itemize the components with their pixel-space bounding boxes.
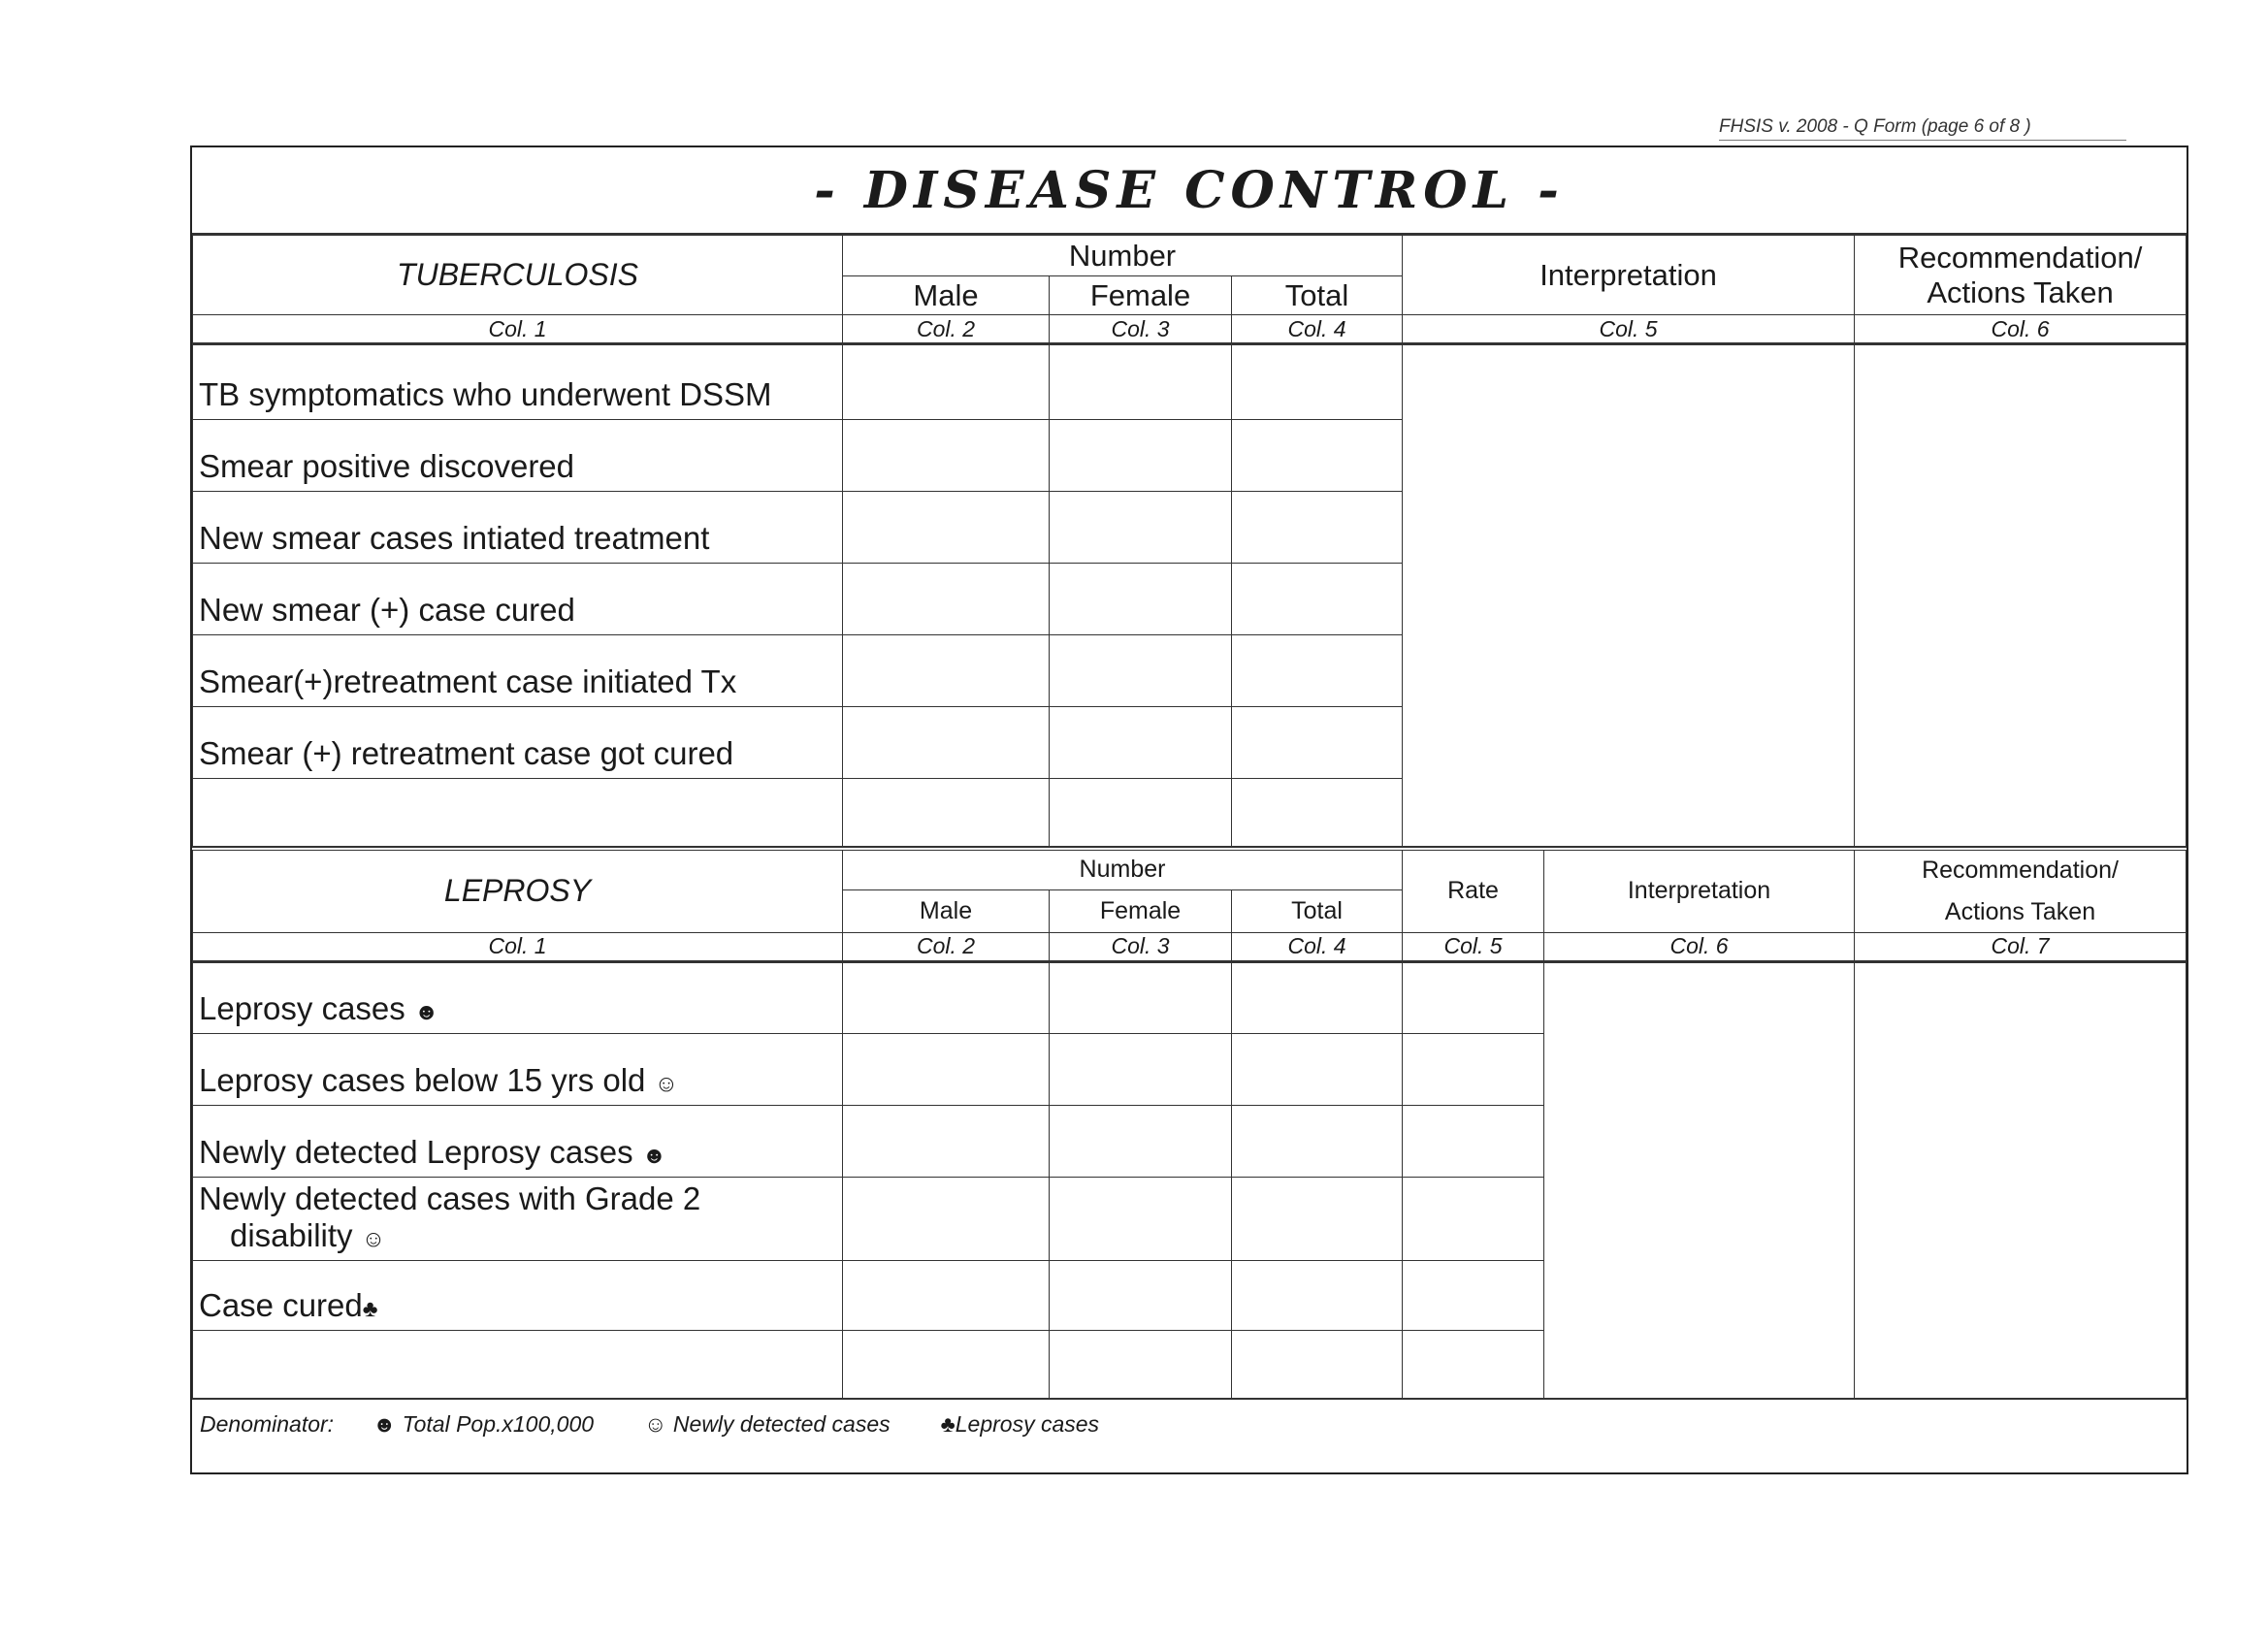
tb-total-cell[interactable] [1232,564,1403,635]
leprosy-row-label [193,1177,843,1260]
leprosy-rate-cell[interactable] [1403,1330,1544,1398]
leprosy-total-cell[interactable] [1232,1260,1403,1330]
denominator-leprosy-cases: ♣Leprosy cases [940,1411,1100,1437]
leprosy-col-label: Col. 5 [1403,932,1544,961]
club-icon: ♣ [362,1295,378,1322]
leprosy-col-label: Col. 2 [843,932,1050,961]
smiley-outline-icon: ☺ [361,1225,386,1252]
leprosy-male-cell[interactable] [843,1105,1050,1177]
leprosy-rate-heading: Rate [1403,849,1544,932]
tb-male-cell[interactable] [843,420,1050,492]
tb-total-heading: Total [1232,276,1403,315]
leprosy-row-label [193,1260,843,1330]
tb-row-label [193,779,843,847]
tb-recommendation-heading [1855,236,2187,315]
leprosy-col-label: Col. 1 [193,932,843,961]
leprosy-row-text-continued [199,1217,842,1254]
tb-male-cell[interactable] [843,564,1050,635]
leprosy-recommendation-cell[interactable] [1855,961,2187,1398]
tb-total-cell[interactable] [1232,420,1403,492]
denominator-newly-detected: ☺ Newly detected cases [644,1411,891,1437]
tb-female-cell[interactable] [1050,707,1232,779]
leprosy-recommendation-line1: Recommendation/ [1922,856,2119,884]
tb-row-label: TB symptomatics who underwent DSSM [193,344,843,420]
leprosy-male-cell[interactable] [843,961,1050,1033]
tb-male-cell[interactable] [843,707,1050,779]
leprosy-total-cell[interactable] [1232,1033,1403,1105]
tb-row-label: Smear positive discovered [193,420,843,492]
tb-recommendation-line2: Actions Taken [1927,275,2114,309]
leprosy-rate-cell[interactable] [1403,1033,1544,1105]
leprosy-row-text: Newly detected Leprosy cases [199,1133,633,1170]
tb-female-cell[interactable] [1050,635,1232,707]
leprosy-section-heading: LEPROSY [193,849,843,932]
leprosy-row-text: Leprosy cases below 15 yrs old [199,1061,646,1098]
smiley-filled-icon: ☻ [413,998,439,1025]
tb-male-cell[interactable] [843,492,1050,564]
leprosy-row-text-line2: disability [230,1216,353,1253]
leprosy-rate-cell[interactable] [1403,1105,1544,1177]
tb-recommendation-cell[interactable] [1855,344,2187,847]
table-row [193,344,2187,420]
page-title: - DISEASE CONTROL - [814,160,1565,220]
smiley-outline-icon: ☺ [654,1070,679,1097]
leprosy-rate-cell[interactable] [1403,1177,1544,1260]
tb-female-cell[interactable] [1050,779,1232,847]
tb-col-label: Col. 6 [1855,315,2187,344]
tb-row-label: Smear (+) retreatment case got cured [193,707,843,779]
leprosy-male-cell[interactable] [843,1177,1050,1260]
leprosy-total-cell[interactable] [1232,961,1403,1033]
tb-male-cell[interactable] [843,779,1050,847]
tb-interpretation-cell[interactable] [1403,344,1855,847]
form-version-note: FHSIS v. 2008 - Q Form (page 6 of 8 ) [1719,116,2126,141]
leprosy-row-label [193,1105,843,1177]
leprosy-male-heading: Male [843,889,1050,932]
tb-col-label: Col. 1 [193,315,843,344]
leprosy-row-label [193,1033,843,1105]
tb-col-label: Col. 5 [1403,315,1855,344]
leprosy-col-label: Col. 6 [1544,932,1855,961]
title-row [192,147,2187,235]
leprosy-female-heading: Female [1050,889,1232,932]
tb-male-cell[interactable] [843,344,1050,420]
leprosy-total-cell[interactable] [1232,1330,1403,1398]
tb-female-cell[interactable] [1050,344,1232,420]
tb-total-cell[interactable] [1232,492,1403,564]
smiley-filled-icon: ☻ [641,1142,666,1169]
tuberculosis-table [192,235,2187,847]
tb-col-label: Col. 4 [1232,315,1403,344]
tb-male-heading: Male [843,276,1050,315]
denominator-legend [192,1399,2187,1450]
tb-total-cell[interactable] [1232,779,1403,847]
denominator-total-pop: ☻ Total Pop.x100,000 [373,1411,595,1437]
tb-row-label: New smear cases intiated treatment [193,492,843,564]
leprosy-interpretation-cell[interactable] [1544,961,1855,1398]
tb-total-cell[interactable] [1232,707,1403,779]
tb-row-label: New smear (+) case cured [193,564,843,635]
leprosy-interpretation-heading: Interpretation [1544,849,1855,932]
tb-total-cell[interactable] [1232,344,1403,420]
tb-col-label: Col. 2 [843,315,1050,344]
leprosy-col-label: Col. 3 [1050,932,1232,961]
disease-control-form [190,146,2188,1474]
tb-col-label: Col. 3 [1050,315,1232,344]
leprosy-male-cell[interactable] [843,1330,1050,1398]
leprosy-row-label [193,1330,843,1398]
tb-row-label: Smear(+)retreatment case initiated Tx [193,635,843,707]
leprosy-col-label: Col. 7 [1855,932,2187,961]
tb-female-cell[interactable] [1050,420,1232,492]
leprosy-female-cell[interactable] [1050,1177,1232,1260]
leprosy-female-cell[interactable] [1050,1105,1232,1177]
tb-male-cell[interactable] [843,635,1050,707]
tb-female-cell[interactable] [1050,564,1232,635]
table-row [193,961,2187,1033]
tb-interpretation-heading: Interpretation [1403,236,1855,315]
tb-number-heading: Number [843,236,1403,276]
leprosy-number-heading: Number [843,849,1403,889]
leprosy-rate-cell[interactable] [1403,1260,1544,1330]
tb-female-cell[interactable] [1050,492,1232,564]
denominator-label: Denominator: [200,1411,335,1437]
leprosy-female-cell[interactable] [1050,1033,1232,1105]
leprosy-male-cell[interactable] [843,1033,1050,1105]
leprosy-col-label: Col. 4 [1232,932,1403,961]
leprosy-row-label [193,961,843,1033]
leprosy-total-cell[interactable] [1232,1177,1403,1260]
leprosy-female-cell[interactable] [1050,1260,1232,1330]
leprosy-female-cell[interactable] [1050,1330,1232,1398]
tb-section-heading: TUBERCULOSIS [193,236,843,315]
tb-total-cell[interactable] [1232,635,1403,707]
leprosy-female-cell[interactable] [1050,961,1232,1033]
leprosy-row-text: Newly detected cases with Grade 2 [199,1180,701,1216]
leprosy-rate-cell[interactable] [1403,961,1544,1033]
tb-recommendation-line1: Recommendation/ [1897,240,2143,275]
tb-female-heading: Female [1050,276,1232,315]
leprosy-recommendation-heading [1855,849,2187,932]
leprosy-total-heading: Total [1232,889,1403,932]
leprosy-table [192,847,2187,1399]
leprosy-recommendation-line2: Actions Taken [1944,897,2096,925]
leprosy-row-text: Leprosy cases [199,989,405,1026]
leprosy-row-text: Case cured [199,1286,363,1323]
leprosy-male-cell[interactable] [843,1260,1050,1330]
leprosy-total-cell[interactable] [1232,1105,1403,1177]
